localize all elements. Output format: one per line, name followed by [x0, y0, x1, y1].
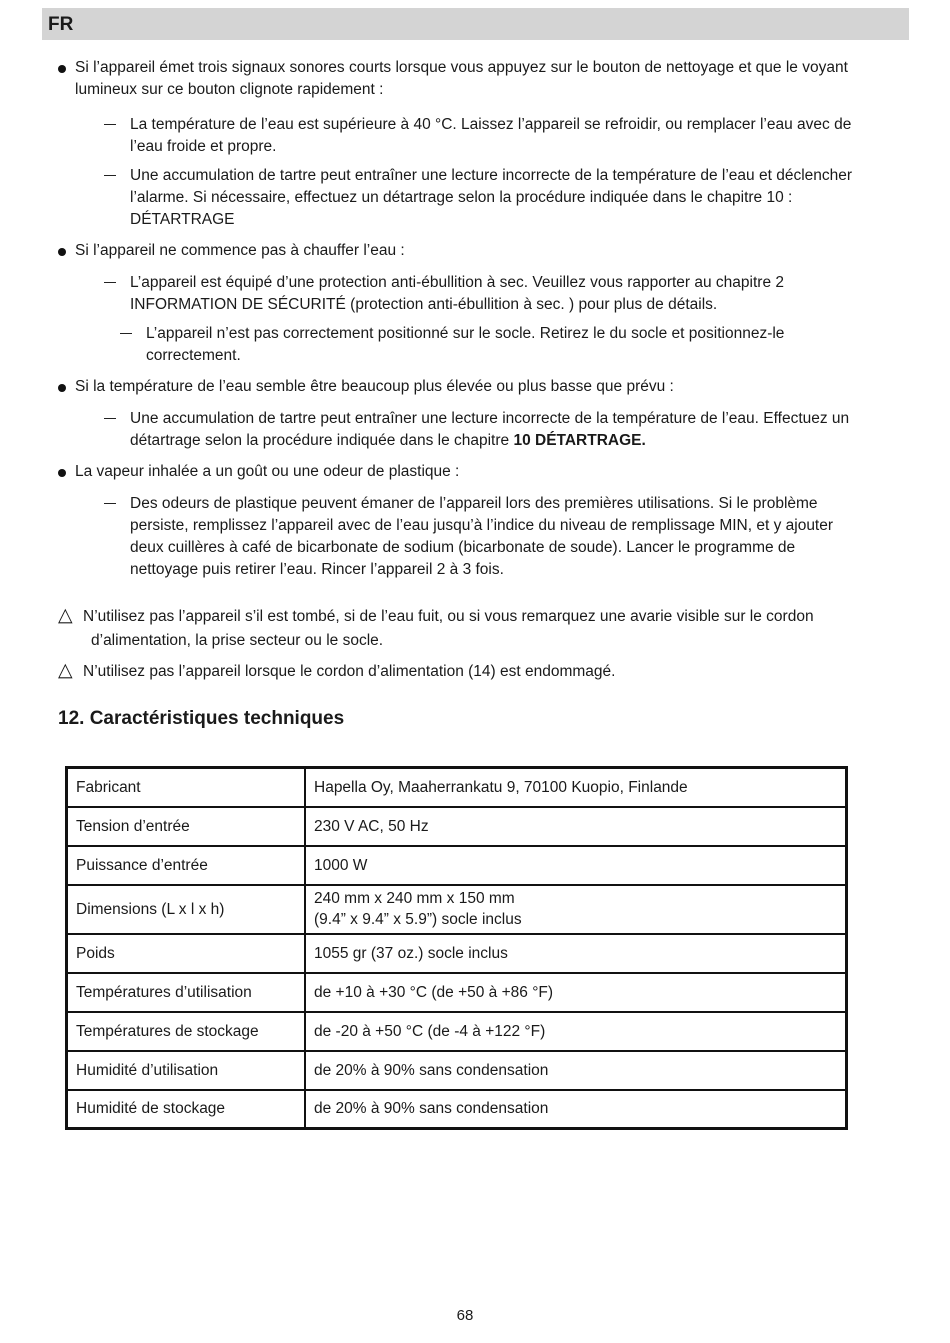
warning-text-line2: d’alimentation, la prise secteur ou le socle. [91, 632, 384, 649]
bullet-item [58, 376, 878, 398]
sub-text: L’appareil est équipé d’une protection anti-ébullition à sec. Veuillez vous rapporter au chapitre 2 INFORMATION DE SÉCURITÉ (protection anti-ébullition à sec. ) pour plus de détails. [130, 274, 785, 313]
table-row [67, 1012, 847, 1051]
spec-label: Tension d’entrée [67, 807, 306, 846]
table-row [67, 1090, 847, 1129]
sub-item [104, 493, 864, 581]
spec-label: Humidité de stockage [67, 1090, 306, 1129]
page-number: 68 [456, 1307, 474, 1324]
warning-item [58, 605, 888, 653]
bullet-text: La vapeur inhalée a un goût ou une odeur de plastique : [75, 463, 460, 480]
bullet-text: Si l’appareil ne commence pas à chauffer l’eau : [75, 242, 405, 259]
bullet-dot-icon [58, 469, 66, 477]
sub-text [130, 408, 864, 452]
chapter-reference: 10 DÉTARTRAGE. [513, 432, 646, 449]
table-row [67, 1051, 847, 1090]
spec-value: de 20% à 90% sans condensation [305, 1090, 847, 1129]
sub-item [104, 165, 864, 231]
sub-text: La température de l’eau est supérieure à 40 °C. Laissez l’appareil se refroidir, ou remplacer l’eau avec de l’eau froide et propre. [130, 116, 852, 155]
spec-value: 230 V AC, 50 Hz [305, 807, 847, 846]
warning-triangle-icon: △ [58, 660, 73, 681]
sub-item [120, 323, 850, 367]
spec-value: de 20% à 90% sans condensation [305, 1051, 847, 1090]
warning-text-line1: N’utilisez pas l’appareil lorsque le cordon d’alimentation (14) est endommagé. [83, 663, 616, 680]
sub-item [104, 408, 864, 452]
table-row [67, 885, 847, 934]
spec-label: Puissance d’entrée [67, 846, 306, 885]
language-header-bar [42, 8, 909, 40]
spec-label: Dimensions (L x l x h) [67, 885, 306, 934]
sub-text: Des odeurs de plastique peuvent émaner de l’appareil lors des premières utilisations. Si le problème persiste, remplissez l’appareil avec de l’eau jusqu’à l’indice du niveau de remplissage MIN, et y ajouter deux cuillères à café de bicarbonate de sodium (bicarbonate de soude). Lancer le programme de nettoyage puis retirer l’eau. Rincer l’appareil 2 à 3 fois. [130, 495, 834, 578]
sub-item [104, 272, 864, 316]
table-row [67, 934, 847, 973]
warning-triangle-icon: △ [58, 605, 73, 626]
table-row [67, 973, 847, 1012]
specs-table [65, 766, 848, 1130]
spec-value: 1055 gr (37 oz.) socle inclus [305, 934, 847, 973]
table-row [67, 768, 847, 807]
sub-text-prefix: Une accumulation de tartre peut entraîner une lecture incorrecte de la température de l’eau. Effectuez un détartrage selon la procédure indiquée dans le chapitre [130, 410, 850, 449]
spec-value-line1: 240 mm x 240 mm x 150 mm [314, 890, 515, 907]
spec-value: 1000 W [305, 846, 847, 885]
spec-value: de +10 à +30 °C (de +50 à +86 °F) [305, 973, 847, 1012]
spec-label: Températures d’utilisation [67, 973, 306, 1012]
bullet-text: Si la température de l’eau semble être beaucoup plus élevée ou plus basse que prévu : [75, 378, 674, 395]
language-code: FR [48, 14, 74, 35]
bullet-text: Si l’appareil émet trois signaux sonores courts lorsque vous appuyez sur le bouton de nettoyage et que le voyant lumineux sur ce bouton clignote rapidement : [75, 59, 848, 98]
sub-text: L’appareil n’est pas correctement positionné sur le socle. Retirez le du socle et positionnez-le correctement. [146, 325, 785, 364]
warning-item [58, 660, 888, 684]
spec-value-line2: (9.4” x 9.4” x 5.9”) socle inclus [314, 911, 522, 928]
warning-text-line1: N’utilisez pas l’appareil s’il est tombé, si de l’eau fuit, ou si vous remarquez une avarie visible sur le cordon [83, 608, 814, 625]
spec-value: Hapella Oy, Maaherrankatu 9, 70100 Kuopio, Finlande [305, 768, 847, 807]
sub-text: Une accumulation de tartre peut entraîner une lecture incorrecte de la température de l’eau et déclencher l’alarme. Si nécessaire, effectuez un détartrage selon la procédure indiquée dans le chapitre 10 : DÉTARTRAGE [130, 167, 853, 228]
bullet-dot-icon [58, 65, 66, 73]
spec-label: Humidité d’utilisation [67, 1051, 306, 1090]
spec-value [305, 885, 847, 934]
section-title: 12. Caractéristiques techniques [58, 708, 345, 729]
table-row [67, 807, 847, 846]
spec-label: Poids [67, 934, 306, 973]
spec-label: Températures de stockage [67, 1012, 306, 1051]
spec-label: Fabricant [67, 768, 306, 807]
bullet-item [58, 461, 878, 483]
bullet-dot-icon [58, 248, 66, 256]
table-row [67, 846, 847, 885]
sub-item [104, 114, 864, 158]
bullet-item [58, 240, 878, 262]
spec-value: de -20 à +50 °C (de -4 à +122 °F) [305, 1012, 847, 1051]
bullet-dot-icon [58, 384, 66, 392]
bullet-item [58, 57, 878, 101]
